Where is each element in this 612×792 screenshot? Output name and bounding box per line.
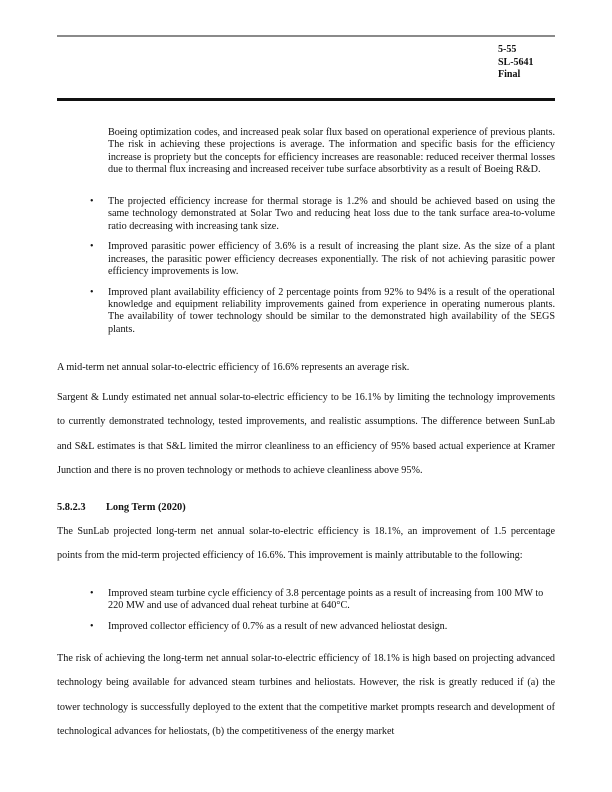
long-term-intro-paragraph: The SunLab projected long-term net annual solar-to-electric efficiency is 18.1%, an improvement of 1.5 percentage points from the mid-term projected efficiency of 16.6%. This improvement is mainly attributable to the following: [57,526,555,562]
page-number: 5-55 [498,44,517,55]
mid-term-bullet-list [90,196,555,344]
bullet-text: The projected efficiency increase for thermal storage is 1.2% and should be achieved based on using the same technology demonstrated at Solar Two and reducing heat loss due to the tank surface area-to-volume ratio decreasing with increasing tank size. [108,196,555,232]
list-item [90,621,555,633]
header-bottom-rule [57,98,555,101]
long-term-bullet-list [90,588,555,642]
bullet-text: Improved parasitic power efficiency of 3.6% is a result of increasing the plant size. As the size of a plant increases, the parasitic power efficiency decreases exponentially. The risk of not achieving parasitic power efficiency improvements is low. [108,241,555,277]
bullet-text: Improved collector efficiency of 0.7% as a result of new advanced heliostat design. [108,621,448,633]
list-item [90,196,555,233]
section-title: Long Term (2020) [106,502,186,513]
header-top-rule [57,35,555,37]
mid-term-risk-statement: A mid-term net annual solar-to-electric efficiency of 16.6% represents an average risk. [57,362,410,373]
section-number: 5.8.2.3 [57,502,86,513]
bullet-text: Improved plant availability efficiency of 2 percentage points from 92% to 94% is a result of the operational knowledge and equipment reliability improvements gained from experience in operating numerous plants. The availability of tower technology should be similar to the demonstrated high availability of the SEGS plants. [108,286,555,335]
page-header [498,44,534,82]
long-term-risk-paragraph: The risk of achieving the long-term net annual solar-to-electric efficiency of 18.1% is high based on projecting advanced technology being available for advanced steam turbines and heliostats. However, the risk is greatly reduced if (a) the tower technology is successfully deployed to the extent that the competitive market prompts research and development of technological advances for heliostats, (b) the competitiveness of the energy market [57,653,555,737]
continuation-paragraph: Boeing optimization codes, and increased peak solar flux based on operational experience of previous plants. The risk in achieving these projections is average. The information and specific basis for the efficiency increase is propriety but the concepts for efficiency increases are reasonable: reduced receiver thermal losses due to thermal flux increasing and increased receiver tube surface absorbtivity as a result of Boeing R&D. [108,127,555,175]
list-item [90,588,555,613]
document-status: Final [498,69,521,80]
bullet-icon: • [90,286,94,298]
list-item [90,287,555,336]
section-heading [57,502,186,513]
bullet-icon: • [90,588,94,599]
bullet-icon: • [90,241,94,253]
bullet-text: Improved steam turbine cycle efficiency of 3.8 percentage points as a result of increasing from 100 MW to 220 MW and use of advanced dual reheat turbine at 640°C. [108,588,544,612]
bullet-icon: • [90,196,94,207]
sargent-lundy-paragraph: Sargent & Lundy estimated net annual solar-to-electric efficiency to be 16.1% by limiting the technology improvements to currently demonstrated technology, tested improvements, and realistic assumptions. The difference between SunLab and S&L estimates is that S&L limited the mirror cleanliness to an efficiency of 95% based actual experience at Kramer Junction and there is no proven technology or methods to achieve cleanliness above 95%. [57,392,555,476]
report-id: SL-5641 [498,56,534,68]
bullet-icon: • [90,621,94,633]
list-item [90,241,555,278]
